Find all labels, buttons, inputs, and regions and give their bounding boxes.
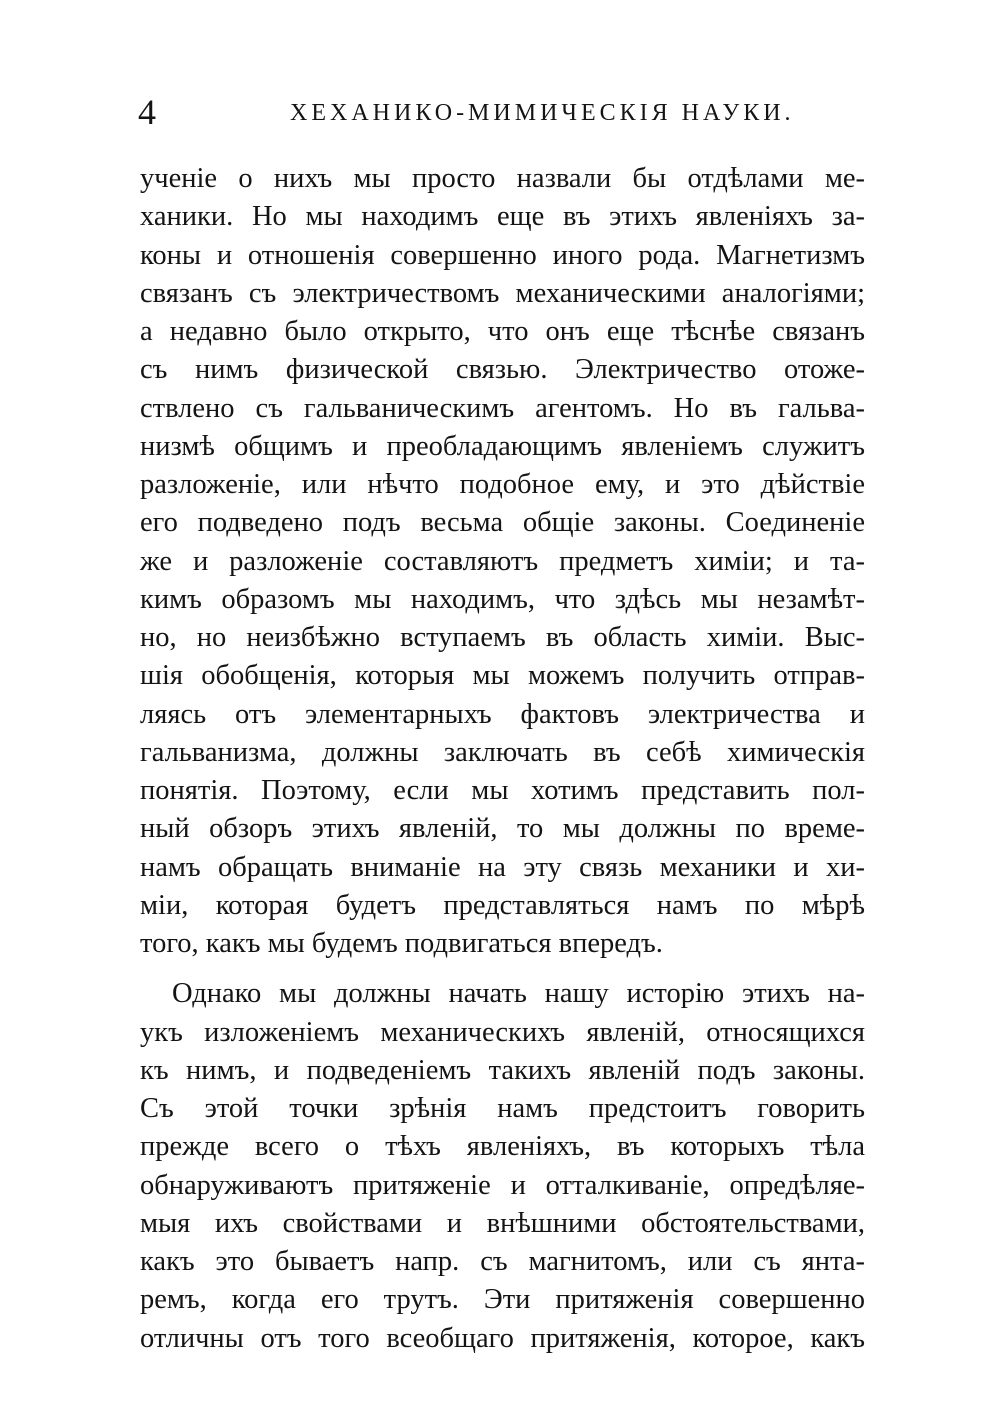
body-text xyxy=(140,160,865,1358)
text-line: гальванизма, должны заключать въ себѣ химическія xyxy=(140,736,865,768)
paragraph xyxy=(140,160,865,963)
page-number: 4 xyxy=(138,92,156,132)
text-line: какъ это бываетъ напр. съ магнитомъ, или съ янта- xyxy=(140,1246,865,1277)
text-line: обнаруживаютъ притяженіе и отталкиваніе, опредѣляе- xyxy=(140,1169,865,1201)
paragraph xyxy=(140,975,865,1358)
text-line: съ нимъ физической связью. Электричество отоже- xyxy=(140,354,865,386)
text-line: а недавно было открыто, что онъ еще тѣснѣе связанъ xyxy=(140,316,865,347)
text-line: ствлено съ гальваническимъ агентомъ. Но въ гальва- xyxy=(140,392,865,424)
text-line: прежде всего о тѣхъ явленіяхъ, въ которыхъ тѣла xyxy=(140,1131,865,1163)
text-line: укъ изложеніемъ механическихъ явленій, относящихся xyxy=(140,1016,865,1048)
text-line: разложеніе, или нѣчто подобное ему, и это дѣйствіе xyxy=(140,469,865,500)
text-line: отличны отъ того всеобщаго притяженія, которое, какъ xyxy=(140,1322,865,1354)
text-line: ляясь отъ элементарныхъ фактовъ электричества и xyxy=(140,698,865,730)
text-line: кимъ образомъ мы находимъ, что здѣсь мы незамѣт- xyxy=(140,583,865,615)
text-line: ханики. Но мы находимъ еще въ этихъ явленіяхъ за- xyxy=(140,201,865,233)
paragraph-gap xyxy=(140,963,865,975)
text-line: но, но неизбѣжно вступаемъ въ область химіи. Выс- xyxy=(140,622,865,653)
text-line: того, какъ мы будемъ подвигаться впередъ. xyxy=(140,928,663,959)
text-line: мыя ихъ свойствами и внѣшними обстоятельствами, xyxy=(140,1207,865,1239)
text-line: его подведено подъ весьма общіе законы. Соединеніе xyxy=(140,507,865,539)
text-line: шія обобщенія, которыя мы можемъ получить отправ- xyxy=(140,660,865,692)
text-line: ученіе о нихъ мы просто назвали бы отдѣлами ме- xyxy=(140,163,865,194)
text-line: же и разложеніе составляютъ предметъ химіи; и та- xyxy=(140,545,865,577)
text-line: къ нимъ, и подведеніемъ такихъ явленій подъ законы. xyxy=(140,1054,865,1086)
running-title: ХЕХАНИКО-МИМИЧЕСКІЯ НАУКИ. xyxy=(290,100,795,126)
text-line: Съ этой точки зрѣнія намъ предстоитъ говорить xyxy=(140,1093,865,1124)
text-line: понятія. Поэтому, если мы хотимъ представить пол- xyxy=(140,775,865,806)
text-line: низмѣ общимъ и преобладающимъ явленіемъ служитъ xyxy=(140,430,865,462)
text-line: міи, которая будетъ представляться намъ по мѣрѣ xyxy=(140,889,865,921)
text-line: ный обзоръ этихъ явленій, то мы должны по време- xyxy=(140,813,865,845)
text-line: коны и отношенія совершенно иного рода. Магнетизмъ xyxy=(140,239,865,271)
text-line: намъ обращать вниманіе на эту связь механики и хи- xyxy=(140,851,865,883)
text-line: Однако мы должны начать нашу исторію этихъ на- xyxy=(172,978,865,1010)
text-line: ремъ, когда его трутъ. Эти притяженія совершенно xyxy=(140,1284,865,1316)
text-line: связанъ съ электричествомъ механическими аналогіями; xyxy=(140,277,865,309)
